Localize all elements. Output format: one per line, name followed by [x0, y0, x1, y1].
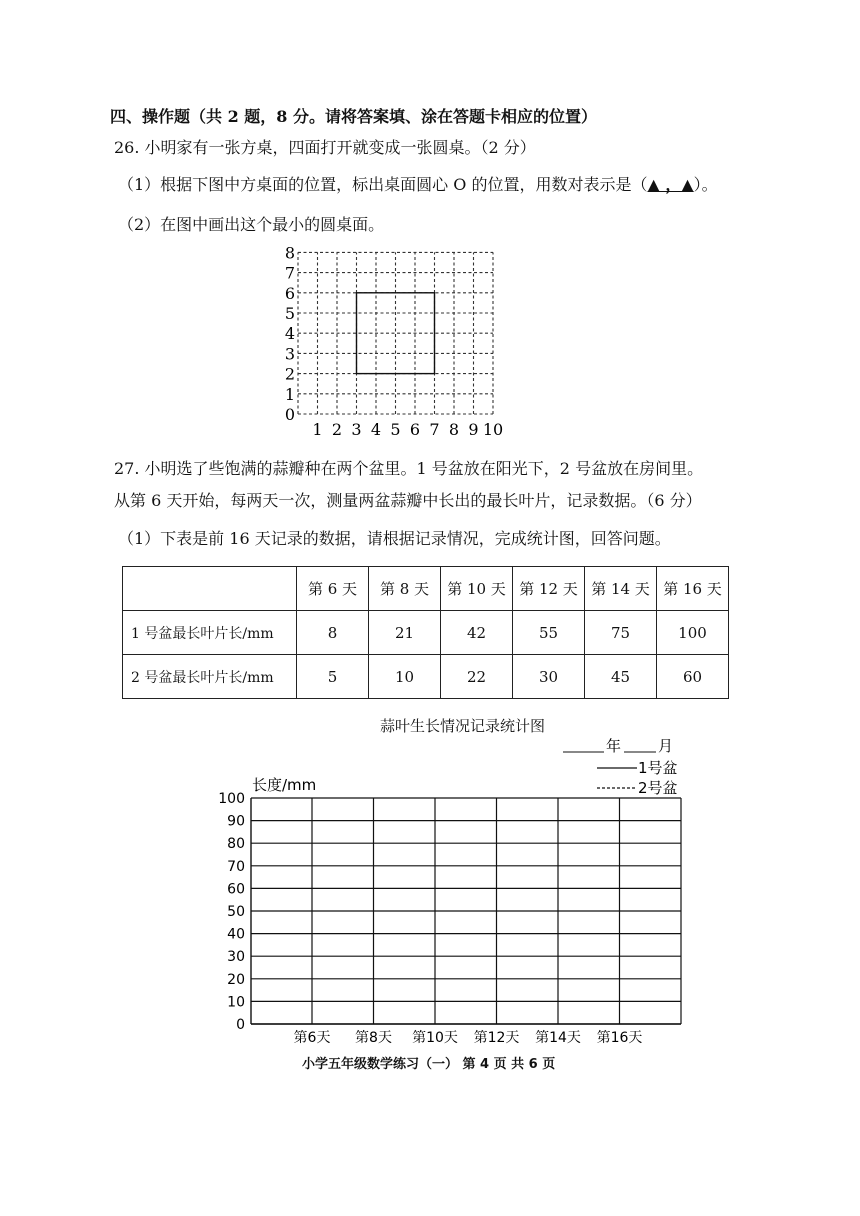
x-tick-label: 第12天	[473, 1030, 520, 1046]
chart-title: 蒜叶生长情况记录统计图	[380, 717, 546, 735]
grid-y-label: 6	[284, 283, 295, 303]
row-label: 1 号盆最长叶片长/mm	[123, 611, 297, 655]
y-tick-label: 40	[227, 926, 245, 943]
table-cell: 100	[657, 611, 729, 655]
grid-x-label: 7	[429, 420, 440, 439]
table-cell: 21	[369, 611, 441, 655]
grid-x-label: 2	[331, 420, 343, 439]
grid-x-label: 9	[468, 420, 479, 439]
y-tick-label: 100	[218, 791, 245, 807]
table-header-cell: 第 12 天	[513, 567, 585, 611]
page-footer: 小学五年级数学练习（一） 第 4 页 共 6 页	[302, 1057, 556, 1072]
y-tick-label: 60	[227, 881, 245, 898]
grid-y-label: 3	[284, 344, 295, 364]
y-tick-label: 0	[236, 1017, 245, 1033]
table-header-cell: 第 16 天	[657, 567, 729, 611]
q26-part2: （2）在图中画出这个最小的圆桌面。	[118, 215, 385, 234]
q26-answer-blank[interactable]: ▲ ，▲	[647, 175, 694, 194]
table-cell: 75	[585, 611, 657, 655]
grid-y-label: 7	[284, 263, 295, 283]
y-tick-label: 10	[227, 994, 245, 1011]
grid-x-label: 4	[370, 420, 382, 439]
table-cell: 60	[657, 655, 729, 699]
grid-y-label: 1	[284, 384, 295, 404]
y-tick-label: 90	[227, 813, 245, 830]
q27-stem-line2: 从第 6 天开始，每两天一次，测量两盆蒜瓣中长出的最长叶片，记录数据。（6 分）	[114, 491, 702, 510]
grid-x-label: 6	[409, 420, 421, 439]
x-tick-label: 第8天	[355, 1030, 392, 1046]
table-cell: 30	[513, 655, 585, 699]
x-tick-label: 第10天	[412, 1030, 458, 1046]
y-tick-label: 20	[227, 971, 245, 988]
table-header-cell: 第 10 天	[441, 567, 513, 611]
grid-y-label: 2	[284, 364, 295, 384]
table-header-cell: 第 6 天	[297, 567, 369, 611]
q27-stem-line1: 27. 小明选了些饱满的蒜瓣种在两个盆里。1 号盆放在阳光下，2 号盆放在房间里。	[114, 459, 704, 478]
grid-x-label: 3	[351, 420, 362, 439]
table-header-cell: 第 8 天	[369, 567, 441, 611]
q26-stem: 26. 小明家有一张方桌，四面打开就变成一张圆桌。（2 分）	[114, 138, 536, 157]
x-tick-label: 第16天	[596, 1030, 643, 1046]
grid-x-label: 1	[312, 420, 323, 439]
table-cell: 45	[585, 655, 657, 699]
section-heading: 四、操作题（共 2 题，8 分。请将答案填、涂在答题卡相应的位置）	[110, 107, 597, 126]
table-cell: 55	[513, 611, 585, 655]
grid-y-label: 4	[284, 324, 295, 344]
row-label: 2 号盆最长叶片长/mm	[123, 655, 297, 699]
x-tick-label: 第6天	[293, 1030, 331, 1046]
grid-y-label: 5	[284, 304, 295, 323]
y-tick-label: 30	[227, 949, 245, 966]
x-tick-label: 第14天	[535, 1030, 581, 1046]
grid-y-label: 8	[284, 243, 295, 263]
table-cell: 22	[441, 655, 513, 699]
q26-part1-prefix: （1）根据下图中方桌面的位置，标出桌面圆心 O 的位置，用数对表示是（	[118, 175, 648, 194]
y-tick-label: 50	[227, 904, 245, 920]
legend-label: 1号盆	[638, 759, 678, 777]
month-label: 月	[658, 737, 674, 755]
grid-y-label: 0	[284, 405, 295, 424]
table-header-cell: 第 14 天	[585, 567, 657, 611]
q27-part1: （1）下表是前 16 天记录的数据，请根据记录情况，完成统计图，回答问题。	[118, 529, 671, 548]
grid-x-label: 8	[448, 420, 460, 439]
q26-part1-suffix: ）。	[693, 175, 718, 194]
year-label: 年	[606, 737, 622, 755]
legend-label: 2号盆	[638, 779, 678, 797]
table-cell: 42	[441, 611, 513, 655]
grid-x-label: 5	[390, 420, 401, 439]
y-axis-label: 长度/mm	[252, 776, 317, 794]
grid-x-label: 10	[482, 420, 504, 439]
table-cell: 5	[297, 655, 369, 699]
y-tick-label: 70	[227, 858, 245, 875]
table-cell: 8	[297, 611, 369, 655]
y-tick-label: 80	[227, 836, 245, 853]
table-cell: 10	[369, 655, 441, 699]
